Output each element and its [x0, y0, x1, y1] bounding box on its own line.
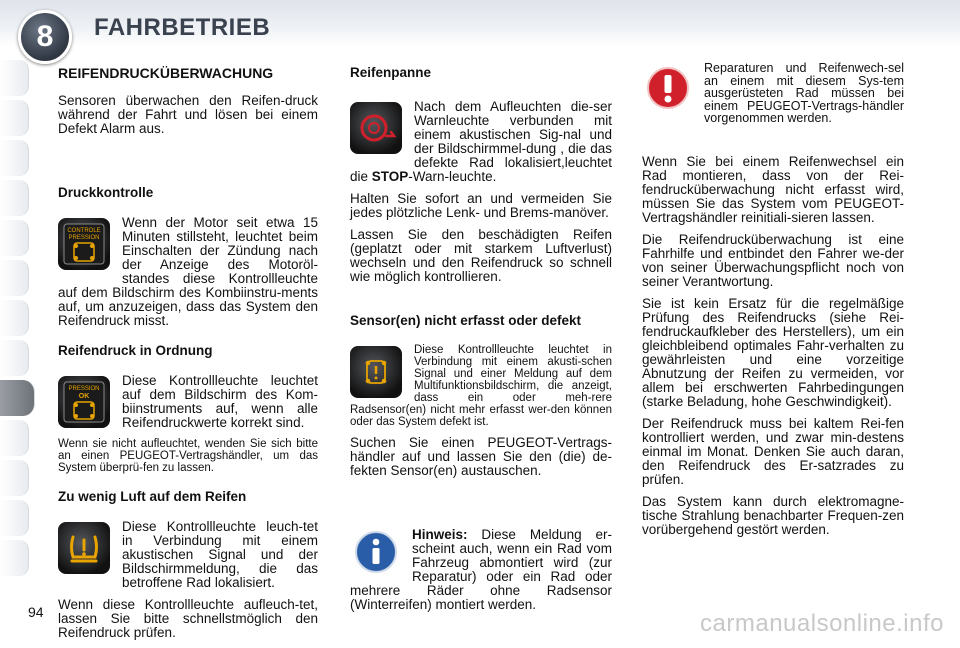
reifenpanne-heading: Reifenpanne	[350, 65, 432, 80]
reifenpanne-text-1: Nach dem Aufleuchten die-ser Warnleuchte verbunden mit einem akustischen Sig-nal und der Bildschirmmel-dung , die das defekte Rad lokalisiert,leuchtet die STOP-Warn-leuchte.	[350, 100, 612, 184]
hinweis-text: Hinweis: Diese Meldung er-scheint auch, wenn ein Rad vom Fahrzeug abmontiert wird (zur Reparatur) oder ein Rad oder mehrere Räder ohne Radsensor (Winterreifen) montiert werden.	[350, 528, 612, 612]
zu-wenig-text-2: Wenn diese Kontrollleuchte aufleuch-tet, lassen Sie bitte schnellstmöglich den Reifendruck prüfen.	[58, 597, 318, 640]
column-right	[642, 62, 904, 545]
intro-paragraph: Sensoren überwachen den Reifen-druck während der Fahrt und lösen bei einem Defekt Alarm aus.	[58, 93, 318, 136]
in-ordnung-block	[58, 374, 318, 482]
chapter-tab[interactable]	[0, 260, 29, 296]
chapter-number-badge: 8	[18, 10, 72, 64]
chapter-tab[interactable]	[0, 500, 29, 536]
druckkontrolle-text: Wenn der Motor seit etwa 15 Minuten stillsteht, leuchtet beim Einschalten der Zündung nach der Anzeige des Motoröl-standes diese Kontrollleuchte auf dem Bildschirm des Kombiinstru-ments auf, um anzuzeigen, dass das System den Reifendruck misst.	[58, 216, 318, 328]
right-paragraph-5: Das System kann durch elektromagne-tische Strahlung benachbarter Frequen-zen vorübergehend gestört werden.	[642, 493, 904, 537]
sensor-block	[350, 344, 612, 436]
chapter-title: FAHRBETRIEB	[94, 14, 271, 41]
sensor-heading: Sensor(en) nicht erfasst oder defekt	[350, 313, 582, 328]
indicator-label-top: PRESSION	[68, 386, 100, 392]
pressure-check-indicator-icon	[58, 218, 110, 270]
zu-wenig-block	[58, 520, 318, 598]
hinweis-block	[350, 528, 612, 620]
reifenpanne-block	[350, 100, 612, 192]
indicator-label-bottom: PRESSION	[68, 235, 100, 241]
low-tyre-pressure-icon	[58, 522, 110, 574]
druckkontrolle-block	[58, 216, 318, 336]
chapter-tab[interactable]	[0, 340, 29, 376]
zu-wenig-text-1: Diese Kontrollleuchte leuch-tet in Verbindung mit einem akustischen Signal und der Bildschirmmeldung, die das betroffene Rad lokalisiert.	[122, 520, 318, 590]
right-paragraph-4: Der Reifendruck muss bei kaltem Rei-fen kontrolliert werden, und zwar min-destens einmal im Monat. Denken Sie auch daran, den Reifendruck des Er-satzrades zu prüfen.	[642, 415, 904, 487]
column-middle	[350, 62, 612, 620]
chapter-tab[interactable]	[0, 460, 29, 496]
chapter-tab[interactable]	[0, 540, 29, 576]
chapter-tab[interactable]	[0, 300, 29, 336]
right-paragraph-3: Sie ist kein Ersatz für die regelmäßige Prüfung des Reifendrucks (siehe Rei-fendruckaufkleber des Herstellers), um ein gleichbleibend optimales Fahr-verhalten zu gewährleisten und eine vorzeitige Abnutzung der Reifen zu vermeiden, vor allem bei erschwerten Fahrbedingungen (starke Beladung, hohe Geschwindigkeit).	[642, 295, 904, 409]
chapter-tab[interactable]	[0, 180, 29, 216]
druckkontrolle-heading: Druckkontrolle	[58, 185, 154, 200]
chapter-tab[interactable]	[0, 140, 29, 176]
warning-exclamation-icon	[646, 66, 690, 110]
watermark: carmanualsonline.info	[700, 610, 944, 637]
right-paragraph-1: Wenn Sie bei einem Reifenwechsel ein Rad montieren, dass von der Rei-fendrucküberwachung nicht erfasst wird, müssen Sie das System vom PEUGEOT-Vertragshändler reinitiali-sieren lassen.	[642, 153, 904, 225]
sensor-text-1: Diese Kontrollleuchte leuchtet in Verbindung mit einem akusti-schen Signal und einer Meldung auf dem Multifunktionsbildschirm, die anzeigt, dass ein oder meh-rere Radsensor(en) nicht mehr erfasst wer-den können oder das System defekt ist.	[350, 344, 612, 428]
page-number: 94	[28, 604, 44, 620]
in-ordnung-text-2: Wenn sie nicht aufleuchtet, wenden Sie sich bitte an einen PEUGEOT-Vertragshändler, um das System überprü-fen zu lassen.	[58, 438, 318, 474]
reifenpanne-text-2: Halten Sie sofort an und vermeiden Sie jedes plötzliche Lenk- und Brems-manöver.	[350, 191, 612, 220]
stop-label: STOP	[371, 169, 409, 184]
chapter-tab-active[interactable]	[0, 380, 35, 416]
right-paragraph-2: Die Reifendrucküberwachung ist eine Fahrhilfe und entbindet den Fahrer we-der von seiner Überwachungspflicht noch von seiner Verantwortung.	[642, 231, 904, 289]
reifenpanne-text-3: Lassen Sie den beschädigten Reifen (geplatzt oder mit starkem Luftverlust) wechseln und den Reifendruck so schnell wie möglich kontrollieren.	[350, 227, 612, 284]
indicator-label-top: CONTROLE	[67, 228, 101, 234]
in-ordnung-heading: Reifendruck in Ordnung	[58, 343, 213, 358]
pressure-ok-indicator-icon	[58, 376, 110, 428]
section-title: REIFENDRUCKÜBERWACHUNG	[58, 65, 274, 81]
chapter-tab[interactable]	[0, 220, 29, 256]
indicator-label-bottom: OK	[78, 393, 90, 400]
sensor-fault-indicator-icon	[350, 346, 402, 398]
chapter-tab[interactable]	[0, 100, 29, 136]
in-ordnung-text-1: Diese Kontrollleuchte leuchtet auf dem Bildschirm des Kom-biinstruments auf, wenn alle Reifendruckwerte korrekt sind.	[122, 374, 318, 430]
chapter-tabs	[0, 60, 34, 580]
hinweis-label: Hinweis:	[412, 528, 468, 542]
chapter-tab[interactable]	[0, 420, 29, 456]
warning-text: Reparaturen und Reifenwech-sel an einem mit diesem Sys-tem ausgerüsteten Rad müssen bei einem PEUGEOT-Vertrags-händler vorgenommen werden.	[704, 62, 904, 125]
sensor-text-2: Suchen Sie einen PEUGEOT-Vertrags-händler auf und lassen Sie den (die) de-fekten Sensor(en) austauschen.	[350, 435, 612, 478]
column-left	[58, 62, 318, 648]
warning-block	[642, 62, 904, 133]
info-icon	[354, 530, 398, 574]
tyre-puncture-warning-icon	[350, 102, 402, 154]
zu-wenig-heading: Zu wenig Luft auf dem Reifen	[58, 489, 247, 504]
chapter-tab[interactable]	[0, 60, 29, 96]
